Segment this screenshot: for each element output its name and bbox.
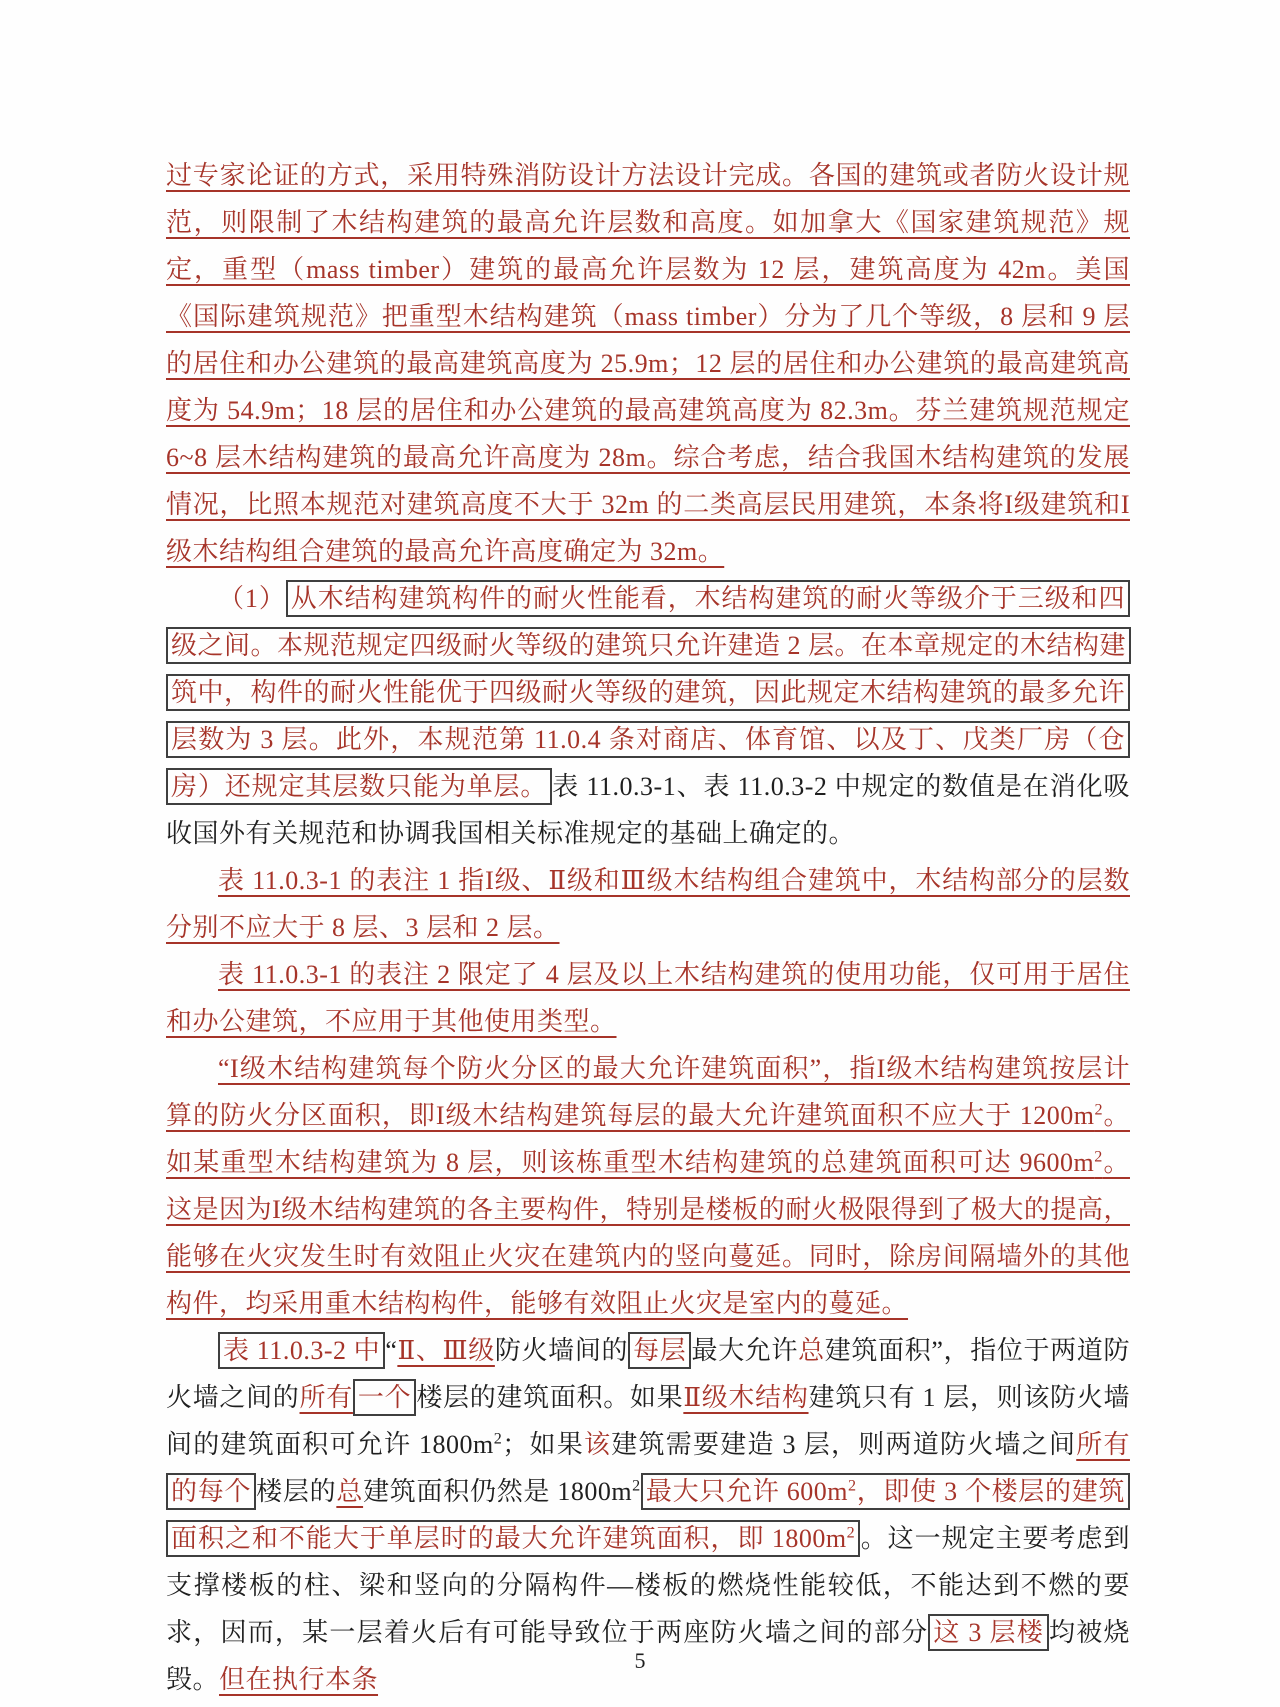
superscript: 2 [1094,1101,1103,1119]
text-run: 所有 [299,1383,353,1412]
text-run: ，即使 3 个楼层的建筑面积之和不能大于单层时的最大允许建筑面积，即 1800m [171,1477,1125,1553]
text-run: （1） [218,584,286,613]
text-run: 楼层的建筑面积。如果 [416,1383,684,1412]
text-run: Ⅱ、Ⅲ级 [397,1336,495,1365]
boxed-text-run: 表 11.0.3-2 中 [218,1332,385,1369]
text-run: 总 [336,1477,364,1506]
boxed-text-run: 一个 [353,1379,416,1416]
superscript: 2 [846,1524,856,1542]
boxed-text-run: 从木结构建筑构件的耐火性能看，木结构建筑的耐火等级介于三级和四级之间。本规范规定四级耐火等级的建筑只允许建造 2 层。在本章规定的木结构建筑中，构件的耐火性能优于四级耐火等级的建筑，因此规定木结构建筑的最多允许层数为 3 层。此外，本规范第 11.0.4 条对商店、体育馆、以及丁、戊类厂房（仓房）还规定其层数只能为单层。 [166,580,1131,805]
text-run: 所有 [1076,1430,1130,1459]
text-run: “ [385,1336,398,1365]
text-run: 表 11.0.3-1、表 11.0.3-2 中规定的数值是在消化吸收国外有关规范和协调我国相关标准规定的基础上确定的。 [166,772,1130,848]
text-run: 建筑面积仍然是 1800m [363,1477,633,1506]
paragraph [166,575,1130,857]
document-body [166,152,1130,1703]
boxed-text-run: 这 3 层楼 [928,1614,1049,1651]
text-run: 建筑只有 1 层，则该防火墙间的建筑面积可允许 1800m [166,1383,1130,1459]
page-number: 5 [634,1648,646,1673]
boxed-text-run: 每层 [628,1332,691,1369]
text-run: 表 11.0.3-1 的表注 2 限定了 4 层及以上木结构建筑的使用功能，仅可用于居住和办公建筑，不应用于其他使用类型。 [166,960,1130,1036]
text-run: 最大只允许 600m [645,1477,848,1506]
text-run: 建筑需要建造 3 层，则两道防火墙之间 [611,1430,1077,1459]
text-run: 总 [798,1336,825,1365]
boxed-text-run: 的每个 [166,1473,256,1510]
paragraph [166,152,1130,575]
superscript: 2 [1094,1148,1103,1166]
text-run: 均被烧毁。 [166,1618,1130,1694]
text-run: “I级木结构建筑每个防火分区的最大允许建筑面积”，指I级木结构建筑按层计算的防火分区面积，即I级木结构建筑每层的最大允许建筑面积不应大于 1200m [166,1054,1130,1130]
text-run: 表 11.0.3-1 的表注 1 指I级、Ⅱ级和Ⅲ级木结构组合建筑中，木结构部分的层数分别不应大于 8 层、3 层和 2 层。 [166,866,1130,942]
paragraph [166,951,1130,1045]
superscript: 2 [847,1477,857,1495]
text-run: 。如某重型木结构建筑为 8 层，则该栋重型木结构建筑的总建筑面积可达 9600m [166,1101,1130,1177]
paragraph [166,1045,1130,1327]
text-run: 楼层的 [256,1477,337,1506]
text-run: 过专家论证的方式，采用特殊消防设计方法设计完成。各国的建筑或者防火设计规范，则限制了木结构建筑的最高允许层数和高度。如加拿大《国家建筑规范》规定，重型（mass timber）建筑的最高允许层数为 12 层，建筑高度为 42m。美国《国际建筑规范》把重型木结构建筑（mass timber）分为了几个等级，8 层和 9 层的居住和办公建筑的最高建筑高度为 25.9m；12 层的居住和办公建筑的最高建筑高度为 54.9m；18 层的居住和办公建筑的最高建筑高度为 82.3m。芬兰建筑规范规定 6~8 层木结构建筑的最高允许高度为 28m。综合考虑，结合我国木结构建筑的发展情况，比照本规范对建筑高度不大于 32m 的二类高层民用建筑，本条将I级建筑和I级木结构组合建筑的最高允许高度确定为 32m。 [166,161,1130,566]
text-run: 但在执行本条 [219,1665,379,1694]
text-run: 建筑面积”，指位于两道防火墙之间的 [166,1336,1130,1412]
paragraph [166,857,1130,951]
text-run [363,1477,641,1506]
paragraph [166,1327,1130,1703]
text-run: 。这一规定主要考虑到支撑楼板的柱、梁和竖向的分隔构件—楼板的燃烧性能较低，不能达到不燃的要求，因而，某一层着火后有可能导致位于两座防火墙之间的部分 [166,1524,1130,1647]
superscript: 2 [493,1430,503,1448]
text-run: ；如果 [502,1430,585,1459]
text-run: 该 [584,1430,612,1459]
text-run: 。这是因为I级木结构建筑的各主要构件，特别是楼板的耐火极限得到了极大的提高，能够在火灾发生时有效阻止火灾在建筑内的竖向蔓延。同时，除房间隔墙外的其他构件，均采用重木结构构件，能够有效阻止火灾是室内的蔓延。 [166,1148,1130,1318]
text-run [166,1054,1130,1318]
superscript: 2 [632,1477,641,1495]
text-run: 最大允许 [691,1336,799,1365]
text-run: 防火墙间的 [494,1336,629,1365]
text-run: Ⅱ级木结构 [683,1383,809,1412]
